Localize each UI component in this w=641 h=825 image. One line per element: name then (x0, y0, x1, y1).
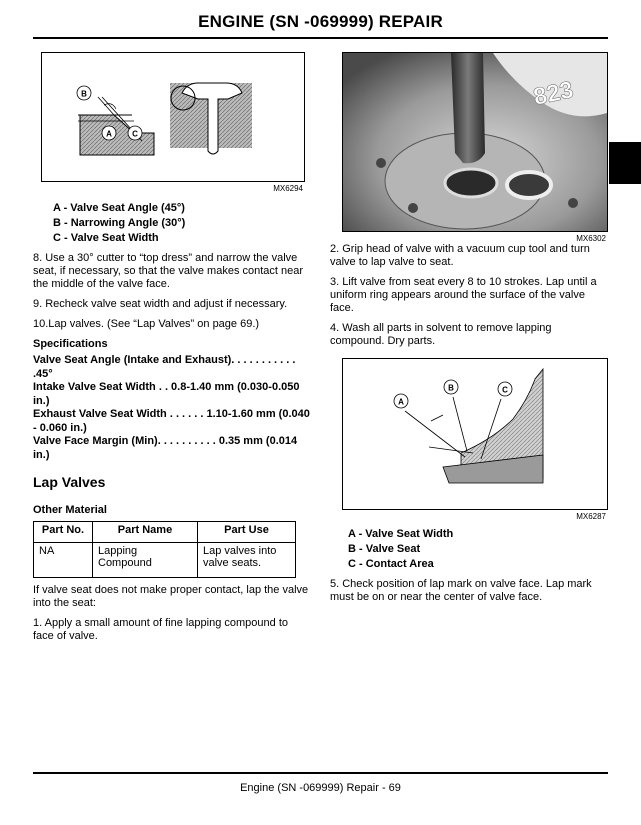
callout-b-label: B (81, 89, 87, 99)
column-header: Part No. (34, 522, 93, 543)
step-5: 5. Check position of lap mark on valve face. Lap mark must be on or near the center of valve face. (330, 578, 592, 603)
leader-a (405, 411, 465, 457)
valve-contact-diagram (343, 359, 607, 509)
legend-item: B - Valve Seat (348, 543, 421, 555)
figure-legend (348, 527, 607, 572)
other-material-heading: Other Material (33, 504, 107, 516)
table-cell: Lapping Compound (93, 543, 198, 578)
callout-c-label: C (502, 385, 508, 395)
table-cell: NA (34, 543, 93, 578)
callout-a-label: A (106, 129, 112, 139)
step-2: 2. Grip head of valve with a vacuum cup tool and turn valve to lap valve to seat. (330, 243, 590, 268)
footer-rule (33, 772, 608, 774)
left-column (33, 52, 310, 650)
leader-b (453, 397, 467, 451)
column-header: Part Name (93, 522, 198, 543)
dimension-tick (431, 415, 443, 421)
spec-line: Valve Face Margin (Min). . . . . . . . . . 0.35 mm (0.014 in.) (33, 435, 298, 461)
step-10: 10.Lap valves. (See “Lap Valves” on page 69.) (33, 318, 260, 330)
photo-code: MX6302 (576, 234, 606, 243)
bolt-hole (568, 198, 578, 208)
vacuum-cup-tool (451, 53, 485, 163)
lap-intro-paragraph: If valve seat does not make proper contact, lap the valve into the seat: (33, 584, 309, 609)
spec-line: Valve Seat Angle (Intake and Exhaust). . . . . . . . . . . .45° (33, 354, 296, 380)
valve-contact-figure (342, 358, 608, 510)
step-9: 9. Recheck valve seat width and adjust if necessary. (33, 298, 288, 310)
right-column (330, 52, 607, 611)
legend-item: B - Narrowing Angle (30°) (53, 217, 186, 229)
casting-number: 823 (531, 76, 576, 112)
material-table (33, 521, 296, 578)
valve-seat-diagram (42, 53, 304, 181)
table-row (34, 543, 296, 578)
angle-line-a (98, 97, 114, 115)
legend-item: A - Valve Seat Width (348, 528, 454, 540)
step-4: 4. Wash all parts in solvent to remove lapping compound. Dry parts. (330, 322, 552, 347)
valve-head (445, 169, 497, 197)
bolt-hole (408, 203, 418, 213)
page-title: ENGINE (SN -069999) REPAIR (198, 12, 443, 31)
second-valve-seat (507, 172, 551, 198)
figure-legend (53, 201, 310, 246)
step-8: 8. Use a 30° cutter to “top dress” and narrow the valve seat, if necessary, so that the valve makes contact near the middle of the valve face. (33, 252, 304, 290)
callout-b-label: B (448, 383, 454, 393)
legend-item: A - Valve Seat Angle (45°) (53, 202, 185, 214)
bolt-hole (376, 158, 386, 168)
legend-item: C - Contact Area (348, 558, 434, 570)
callout-a-label: A (398, 397, 404, 407)
spec-line: Exhaust Valve Seat Width . . . . . . 1.10-1.60 mm (0.040 - 0.060 in.) (33, 408, 310, 434)
figure-code: MX6294 (273, 184, 303, 193)
legend-item: C - Valve Seat Width (53, 232, 159, 244)
page-footer: Engine (SN -069999) Repair - 69 (240, 782, 401, 794)
table-header-row (34, 522, 296, 543)
header-rule (33, 37, 608, 39)
lap-valves-heading: Lap Valves (33, 474, 106, 490)
column-header: Part Use (198, 522, 296, 543)
section-tab-marker (609, 142, 641, 184)
step-1: 1. Apply a small amount of fine lapping compound to face of valve. (33, 617, 288, 642)
figure-code: MX6287 (576, 512, 606, 521)
lapping-photo-illustration (343, 53, 607, 231)
step-3: 3. Lift valve from seat every 8 to 10 strokes. Lap until a uniform ring appears around the surface of the valve face. (330, 276, 597, 314)
callout-c-label: C (132, 129, 138, 139)
valve-seat-angle-figure (41, 52, 305, 182)
specifications-heading: Specifications (33, 338, 108, 350)
table-cell: Lap valves into valve seats. (198, 543, 296, 578)
spec-line: Intake Valve Seat Width . . 0.8-1.40 mm (0.030-0.050 in.) (33, 381, 300, 407)
valve-lapping-photo (342, 52, 608, 232)
